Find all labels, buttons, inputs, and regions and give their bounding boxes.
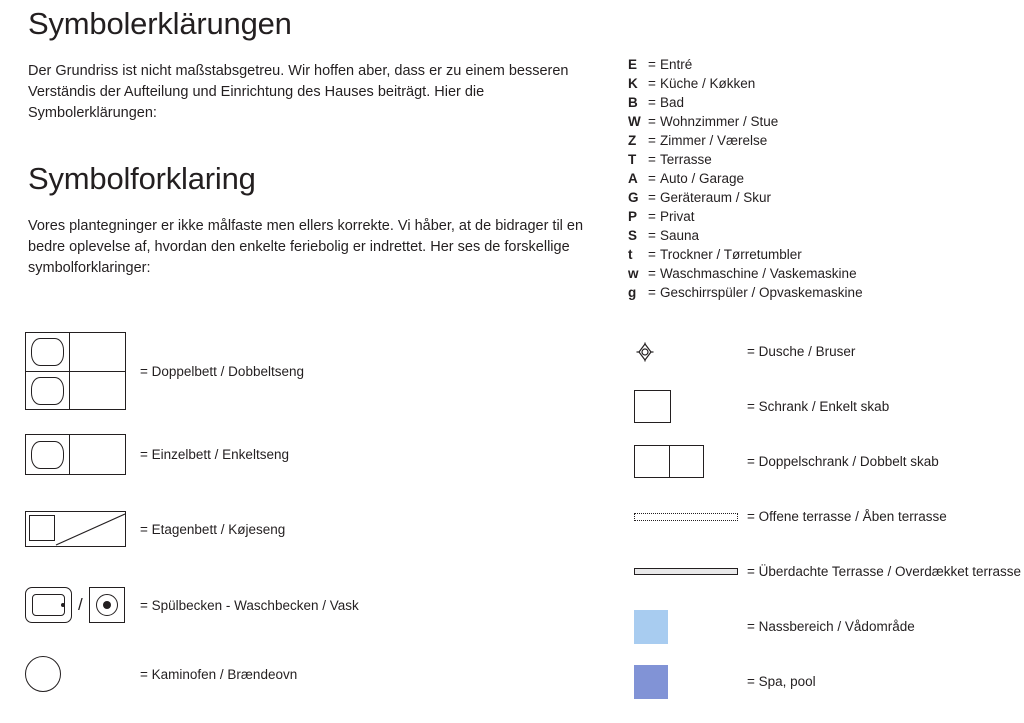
single-wardrobe-figure (634, 390, 747, 423)
abbreviation-text: Auto / Garage (660, 171, 745, 186)
kitchen-sink-icon (25, 587, 72, 623)
legend-label: = Doppelbett / Dobbeltseng (140, 363, 304, 379)
washbasin-drain-icon (103, 601, 111, 609)
legend-row-double-wardrobe (634, 434, 1014, 489)
open-terrace-icon (634, 513, 738, 521)
abbreviation-key: A (628, 171, 638, 186)
spa-pool-swatch-icon (634, 665, 668, 699)
danish-paragraph: Vores plantegninger er ikke målfaste men ellers korrekte. Vi håber, at de bidrager til en bedre oplevelse af, hvordan den enkelte feriebolig er indrettet. Her ses de forskellige symbolforklaringer: (28, 218, 584, 276)
legend-label: = Etagenbett / Køjeseng (140, 521, 286, 537)
shower-icon (634, 341, 656, 363)
abbreviation-equals: = (648, 95, 656, 110)
sink-tap-icon (61, 603, 65, 607)
abbreviation-list (628, 55, 958, 302)
abbreviation-equals: = (648, 57, 656, 72)
pillow-icon (31, 377, 64, 405)
abbreviation-row (628, 264, 958, 283)
legend-row-covered-terrace (634, 544, 1021, 599)
german-paragraph: Der Grundriss ist nicht maßstabsgetreu. Wir hoffen aber, dass er zu einem besseren Verständis der Aufteilung und Einrichtung des Hauses beiträgt. Hier die Symbolerklärungen: (28, 63, 569, 121)
abbreviation-text: Küche / Køkken (660, 76, 756, 91)
abbreviation-row (628, 131, 958, 150)
double-bed-figure (25, 332, 140, 410)
left-symbol-list (25, 326, 585, 704)
spa-pool-figure (634, 665, 747, 699)
legend-label: = Kaminofen / Brændeovn (140, 666, 298, 682)
sink-washbasin-icon (25, 587, 125, 623)
abbreviation-text: Privat (660, 209, 695, 224)
legend-row-bunk-bed (25, 492, 585, 566)
open-terrace-figure (634, 513, 747, 521)
page-title-german: Symbolerklärungen (28, 6, 292, 41)
legend-label: = Nassbereich / Vådområde (747, 619, 915, 634)
abbreviation-key: P (628, 209, 638, 224)
abbreviation-text: Terrasse (660, 152, 712, 167)
abbreviation-row (628, 188, 958, 207)
abbreviation-row (628, 207, 958, 226)
legend-label: = Dusche / Bruser (747, 344, 856, 359)
abbreviation-equals: = (648, 228, 656, 243)
abbreviation-equals: = (648, 152, 656, 167)
abbreviation-row (628, 93, 958, 112)
legend-label: = Offene terrasse / Åben terrasse (747, 509, 947, 524)
legend-row-wood-stove (25, 644, 585, 704)
legend-label: = Spülbecken - Waschbecken / Vask (140, 597, 359, 613)
separator-slash: / (78, 595, 83, 614)
legend-label: = Einzelbett / Enkeltseng (140, 446, 289, 462)
abbreviation-text: Geschirrspüler / Opvaskemaskine (660, 285, 863, 300)
wood-stove-icon (25, 656, 61, 692)
abbreviation-row (628, 283, 958, 302)
abbreviation-key: w (628, 266, 639, 281)
wardrobe-divider-line (669, 446, 670, 477)
wet-area-figure (634, 610, 747, 644)
abbreviation-text: Entré (660, 57, 693, 72)
abbreviation-text: Zimmer / Værelse (660, 133, 768, 148)
abbreviation-key: T (628, 152, 637, 167)
wet-area-swatch-icon (634, 610, 668, 644)
german-heading-wrap (28, 8, 588, 39)
danish-heading-wrap (28, 163, 588, 194)
abbreviation-key: G (628, 190, 639, 205)
bunk-bed-icon (25, 511, 126, 547)
double-wardrobe-figure (634, 445, 747, 478)
covered-terrace-icon (634, 568, 738, 575)
single-bed-icon (25, 434, 126, 475)
legend-row-wet-area (634, 599, 1014, 654)
abbreviation-key: S (628, 228, 638, 243)
abbreviation-equals: = (648, 209, 656, 224)
sink-figure (25, 587, 140, 623)
pillow-icon (31, 338, 64, 366)
legend-row-sink (25, 566, 585, 644)
legend-row-spa-pool (634, 654, 1014, 709)
abbreviation-key: t (628, 247, 633, 262)
abbreviation-key: Z (628, 133, 637, 148)
abbreviation-row (628, 245, 958, 264)
abbreviation-equals: = (648, 266, 656, 281)
right-symbol-list (634, 324, 1021, 709)
bed-divider-line (69, 435, 70, 474)
abbreviation-equals: = (648, 76, 656, 91)
abbreviation-text: Wohnzimmer / Stue (660, 114, 779, 129)
double-wardrobe-icon (634, 445, 704, 478)
abbreviation-row (628, 112, 958, 131)
abbreviation-equals: = (648, 285, 656, 300)
abbreviation-text: Geräteraum / Skur (660, 190, 772, 205)
legend-label: = Überdachte Terrasse / Overdækket terrasse (747, 564, 1021, 579)
legend-row-shower (634, 324, 1014, 379)
legend-row-double-bed (25, 326, 585, 416)
abbreviation-key: B (628, 95, 638, 110)
abbreviation-text: Bad (660, 95, 685, 110)
double-bed-icon (25, 332, 126, 410)
abbreviation-row (628, 226, 958, 245)
abbreviation-key: W (628, 114, 641, 129)
shower-figure (634, 341, 747, 363)
legend-label: = Schrank / Enkelt skab (747, 399, 890, 414)
left-text-column (28, 0, 588, 279)
covered-terrace-figure (634, 568, 747, 575)
single-wardrobe-icon (634, 390, 671, 423)
washbasin-icon (89, 587, 125, 623)
abbreviation-text: Waschmaschine / Vaskemaskine (660, 266, 857, 281)
abbreviation-text: Sauna (660, 228, 700, 243)
abbreviation-row (628, 55, 958, 74)
abbreviation-equals: = (648, 171, 656, 186)
legend-row-open-terrace (634, 489, 1014, 544)
abbreviation-key: E (628, 57, 638, 72)
bunk-upper-box-icon (29, 515, 55, 541)
single-bed-figure (25, 434, 140, 475)
pillow-icon (31, 441, 64, 469)
legend-row-single-wardrobe (634, 379, 1014, 434)
abbreviation-key: g (628, 285, 637, 300)
abbreviation-row (628, 169, 958, 188)
abbreviation-row (628, 74, 958, 93)
page-title-danish: Symbolforklaring (28, 161, 256, 196)
legend-row-single-bed (25, 416, 585, 492)
bunk-bed-figure (25, 511, 140, 547)
abbreviation-equals: = (648, 190, 656, 205)
abbreviation-equals: = (648, 247, 656, 262)
legend-label: = Doppelschrank / Dobbelt skab (747, 454, 939, 469)
legend-label: = Spa, pool (747, 674, 816, 689)
abbreviation-key: K (628, 76, 638, 91)
abbreviation-row (628, 150, 958, 169)
bed-middle-line (26, 371, 125, 372)
abbreviation-equals: = (648, 133, 656, 148)
abbreviation-equals: = (648, 114, 656, 129)
abbreviation-text: Trockner / Tørretumbler (660, 247, 802, 262)
wood-stove-figure (25, 656, 140, 692)
